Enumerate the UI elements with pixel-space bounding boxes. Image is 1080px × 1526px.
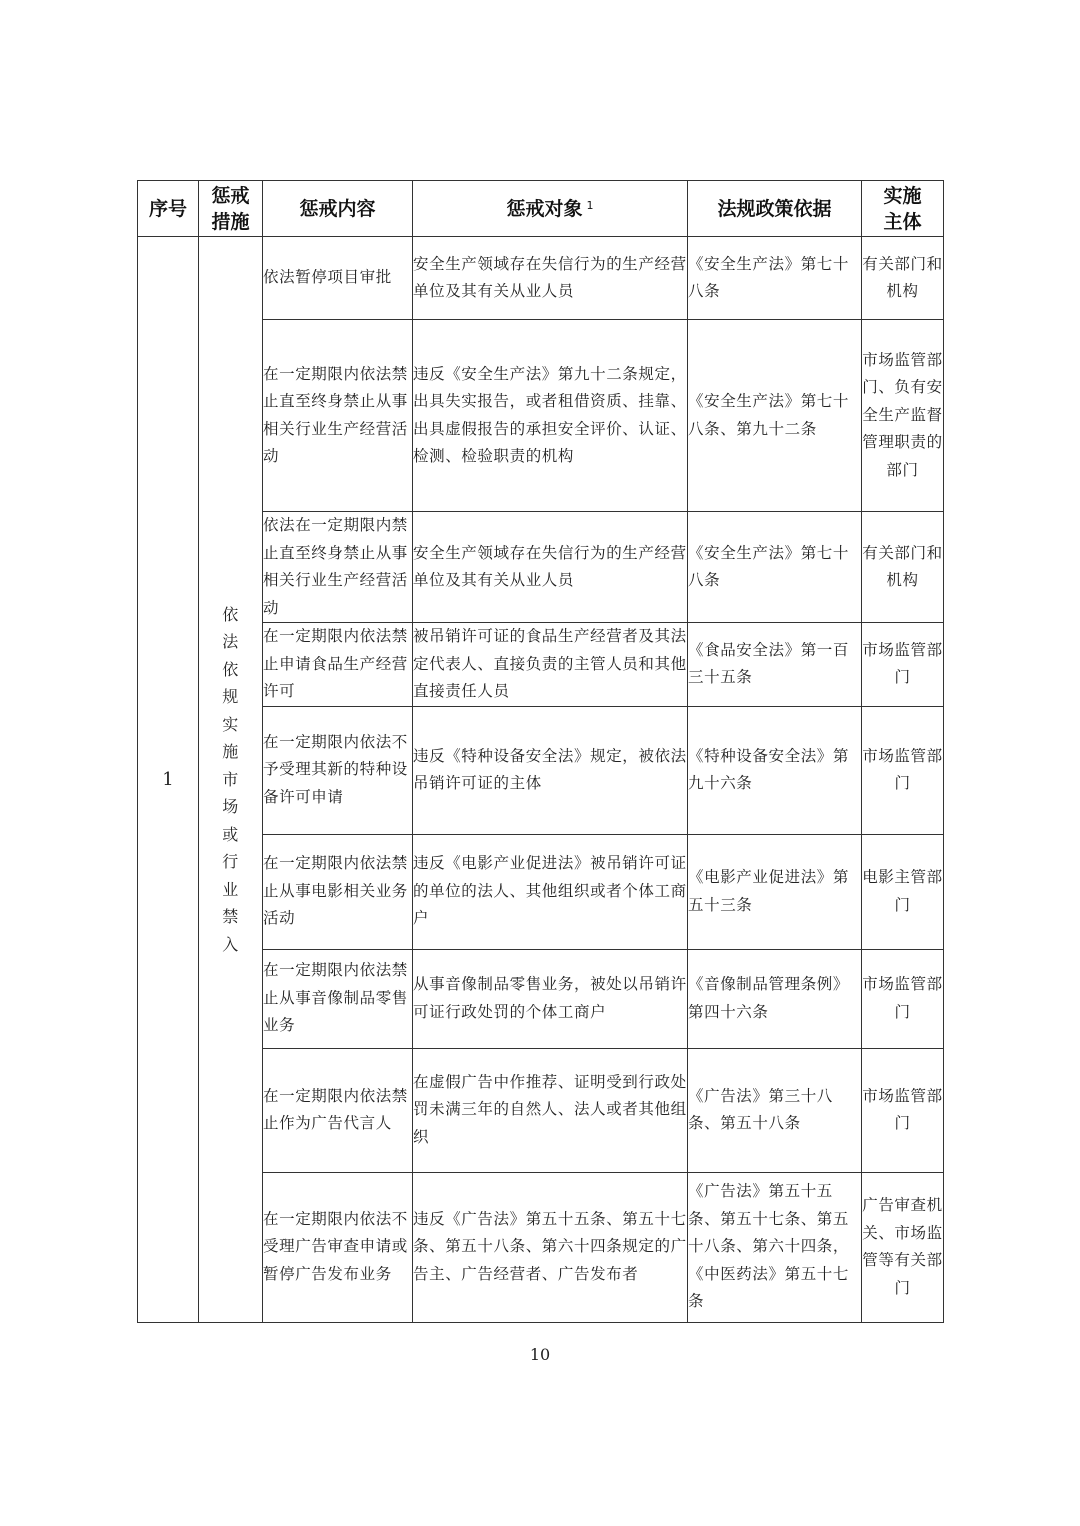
subject-cell: 市场监管部门 (862, 1048, 944, 1172)
page-number: 10 (529, 1345, 551, 1364)
subject-cell: 电影主管部门 (862, 834, 944, 949)
content-cell: 依法暂停项目审批 (263, 237, 413, 320)
content-cell: 在一定期限内依法不予受理其新的特种设备许可申请 (263, 706, 413, 834)
content-cell: 在一定期限内依法不受理广告审查申请或暂停广告发布业务 (263, 1172, 413, 1322)
header-row (138, 181, 944, 237)
content-cell: 在一定期限内依法禁止从事音像制品零售业务 (263, 949, 413, 1048)
table-row (138, 237, 944, 320)
header-target-text: 惩戒对象 (506, 197, 583, 220)
content-cell: 依法在一定期限内禁止直至终身禁止从事相关行业生产经营活动 (263, 512, 413, 623)
target-cell: 安全生产领域存在失信行为的生产经营单位及其有关从业人员 (413, 512, 688, 623)
content-cell: 在一定期限内依法禁止从事电影相关业务活动 (263, 834, 413, 949)
header-content: 惩戒内容 (263, 181, 413, 237)
target-cell: 违反《电影产业促进法》被吊销许可证的单位的法人、其他组织或者个体工商户 (413, 834, 688, 949)
target-cell: 从事音像制品零售业务，被处以吊销许可证行政处罚的个体工商户 (413, 949, 688, 1048)
basis-cell: 《食品安全法》第一百三十五条 (688, 623, 862, 707)
footnote-marker: 1 (586, 198, 594, 212)
header-basis: 法规政策依据 (688, 181, 862, 237)
header-measure (199, 181, 263, 237)
target-cell: 违反《安全生产法》第九十二条规定，出具失实报告，或者租借资质、挂靠、出具虚假报告的承担安全评价、认证、检测、检验职责的机构 (413, 320, 688, 512)
content-cell: 在一定期限内依法禁止直至终身禁止从事相关行业生产经营活动 (263, 320, 413, 512)
target-cell: 违反《广告法》第五十五条、第五十七条、第五十八条、第六十四条规定的广告主、广告经营者、广告发布者 (413, 1172, 688, 1322)
basis-cell: 《广告法》第五十五条、第五十七条、第五十八条、第六十四条，《中医药法》第五十七条 (688, 1172, 862, 1322)
basis-cell: 《广告法》第三十八条、第五十八条 (688, 1048, 862, 1172)
basis-cell: 《安全生产法》第七十八条 (688, 512, 862, 623)
basis-cell: 《音像制品管理条例》第四十六条 (688, 949, 862, 1048)
subject-cell: 市场监管部门 (862, 623, 944, 707)
header-measure-text: 惩戒措施 (211, 184, 250, 233)
subject-cell: 市场监管部门、负有安全生产监督管理职责的部门 (862, 320, 944, 512)
header-target (413, 181, 688, 237)
subject-cell: 有关部门和机构 (862, 237, 944, 320)
header-seq: 序号 (138, 181, 199, 237)
content-cell: 在一定期限内依法禁止作为广告代言人 (263, 1048, 413, 1172)
header-subject-text: 实施主体 (883, 184, 922, 233)
basis-cell: 《电影产业促进法》第五十三条 (688, 834, 862, 949)
content-cell: 在一定期限内依法禁止申请食品生产经营许可 (263, 623, 413, 707)
target-cell: 在虚假广告中作推荐、证明受到行政处罚未满三年的自然人、法人或者其他组织 (413, 1048, 688, 1172)
subject-cell: 市场监管部门 (862, 949, 944, 1048)
target-cell: 违反《特种设备安全法》规定，被依法吊销许可证的主体 (413, 706, 688, 834)
subject-cell: 市场监管部门 (862, 706, 944, 834)
penalty-measures-table (137, 180, 944, 1323)
basis-cell: 《特种设备安全法》第九十六条 (688, 706, 862, 834)
header-subject (862, 181, 944, 237)
basis-cell: 《安全生产法》第七十八条、第九十二条 (688, 320, 862, 512)
measure-text: 依法依规实施市场或行业禁入 (222, 604, 239, 954)
basis-cell: 《安全生产法》第七十八条 (688, 237, 862, 320)
measure-cell (199, 237, 263, 1323)
seq-cell: 1 (138, 237, 199, 1323)
target-cell: 被吊销许可证的食品生产经营者及其法定代表人、直接负责的主管人员和其他直接责任人员 (413, 623, 688, 707)
subject-cell: 广告审查机关、市场监管等有关部门 (862, 1172, 944, 1322)
subject-cell: 有关部门和机构 (862, 512, 944, 623)
target-cell: 安全生产领域存在失信行为的生产经营单位及其有关从业人员 (413, 237, 688, 320)
